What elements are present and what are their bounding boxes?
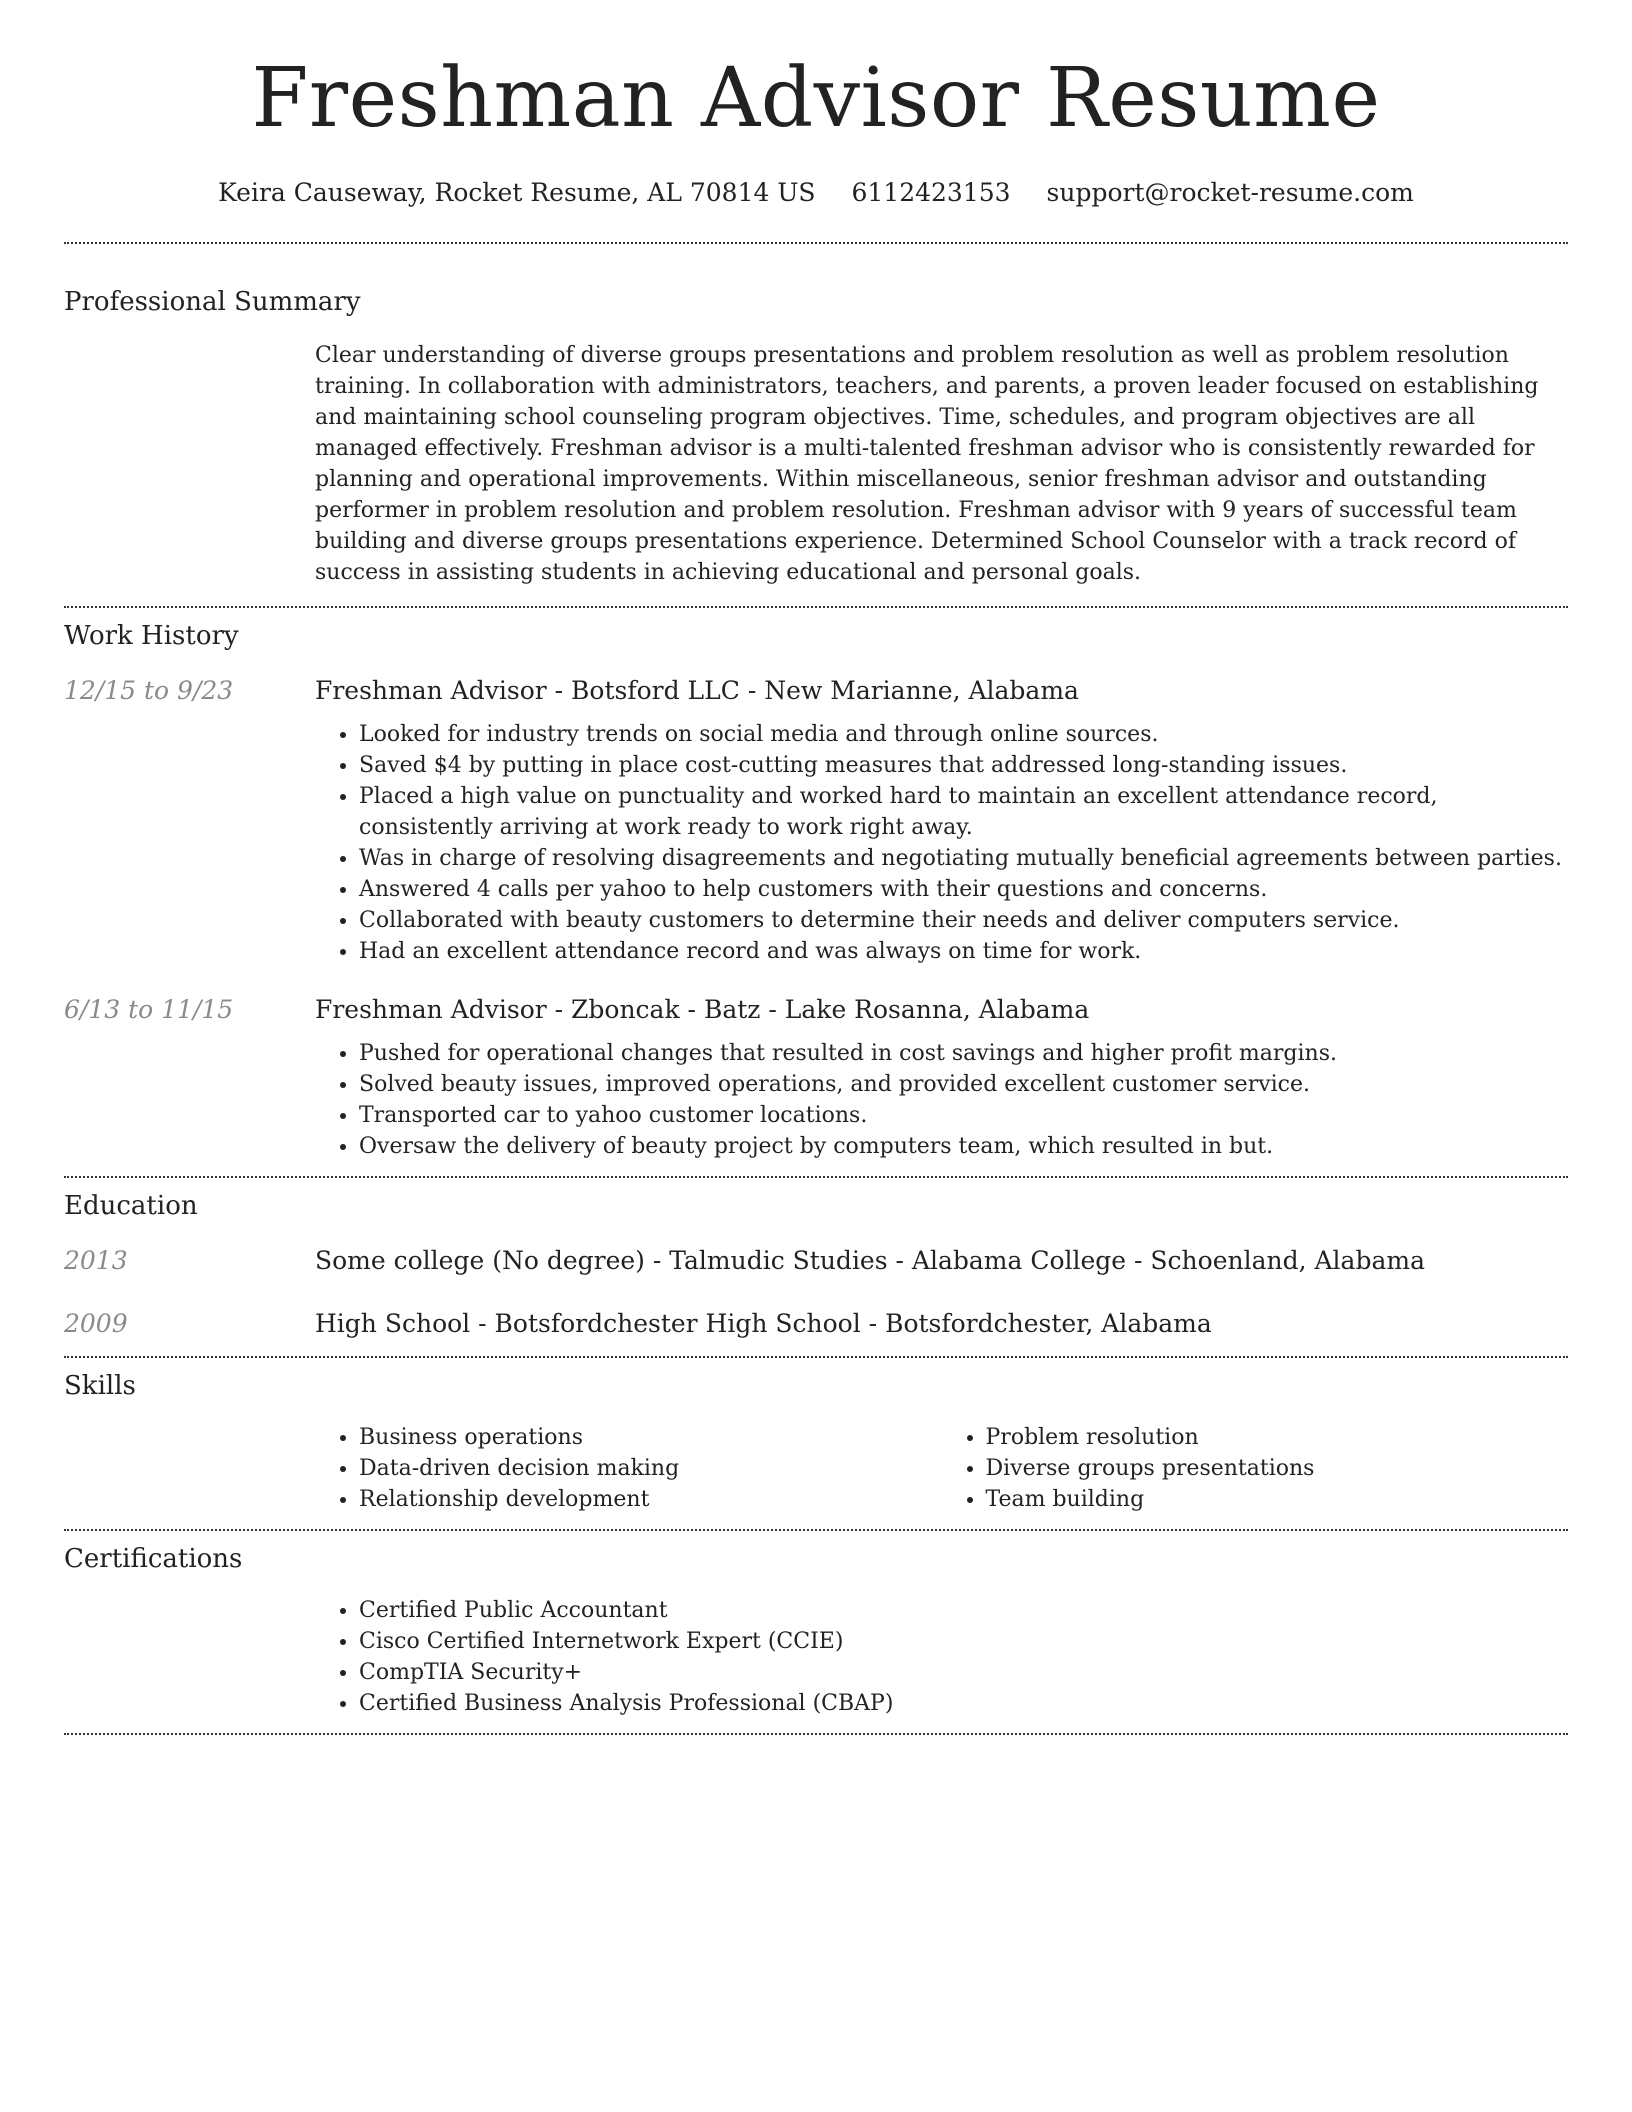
skill-item: • Diverse groups presentations — [986, 1453, 1569, 1484]
education-degree: Some college (No degree) - Talmudic Studies — [315, 1246, 888, 1275]
skills-list — [315, 1422, 1568, 1515]
job-bullet: • Answered 4 calls per yahoo to help customers with their questions and concerns. — [359, 874, 1568, 905]
certifications-list — [315, 1595, 1568, 1719]
work-heading: Work History — [64, 621, 239, 651]
education-section — [64, 1190, 1568, 1338]
summary-heading: Professional Summary — [64, 287, 361, 317]
education-detail — [315, 1246, 1425, 1275]
job-bullet: • Placed a high value on punctuality and worked hard to maintain an excellent attendance record, consistently arriving at work ready to work right away. — [359, 781, 1568, 843]
job-title: Freshman Advisor - Botsford LLC - New Marianne, Alabama — [315, 676, 1079, 705]
contact-email: support@rocket-resume.com — [1046, 178, 1414, 207]
education-entry — [64, 1309, 1568, 1338]
job-bullets — [315, 719, 1568, 967]
job-bullet: • Looked for industry trends on social media and through online sources. — [359, 719, 1568, 750]
skill-item: • Business operations — [359, 1422, 942, 1453]
divider — [64, 1529, 1568, 1531]
skill-item: • Data-driven decision making — [359, 1453, 942, 1484]
job-bullets — [315, 1038, 1568, 1162]
education-school: - Alabama College - Schoenland, Alabama — [887, 1246, 1425, 1275]
education-year: 2009 — [64, 1309, 128, 1338]
skill-item: • Team building — [986, 1484, 1569, 1515]
skills-section — [64, 1370, 1568, 1515]
divider — [64, 1356, 1568, 1358]
contact-line — [64, 178, 1568, 208]
education-year: 2013 — [64, 1246, 128, 1275]
job-bullet: • Saved $4 by putting in place cost-cutting measures that addressed long-standing issues. — [359, 750, 1568, 781]
certifications-heading: Certifications — [64, 1544, 243, 1574]
job-bullet: • Pushed for operational changes that resulted in cost savings and higher profit margins. — [359, 1038, 1568, 1069]
job-bullet: • Solved beauty issues, improved operations, and provided excellent customer service. — [359, 1069, 1568, 1100]
job-bullet: • Oversaw the delivery of beauty project by computers team, which resulted in but. — [359, 1131, 1568, 1162]
summary-text: Clear understanding of diverse groups presentations and problem resolution as well as problem resolution training. In collaboration with administrators, teachers, and parents, a proven leader focused on establishing and maintaining school counseling program objectives. Time, schedules, and program objectives are all managed effectively. Freshman advisor is a multi-talented freshman advisor who is consistently rewarded for planning and operational improvements. Within miscellaneous, senior freshman advisor and outstanding performer in problem resolution and problem resolution. Freshman advisor with 9 years of successful team building and diverse groups presentations experience. Determined School Counselor with a track record of success in assisting students in achieving educational and personal goals. — [315, 343, 1539, 585]
resume-page — [64, 0, 1568, 1735]
divider — [64, 606, 1568, 608]
job-bullet: • Was in charge of resolving disagreements and negotiating mutually beneficial agreements between parties. — [359, 843, 1568, 874]
contact-address: Keira Causeway, Rocket Resume, AL 70814 US — [218, 178, 816, 207]
job-header — [64, 676, 1568, 705]
certification-item: • Certified Business Analysis Professional (CBAP) — [359, 1688, 1568, 1719]
summary-section — [64, 286, 1568, 588]
certification-item: • CompTIA Security+ — [359, 1657, 1568, 1688]
job-header — [64, 995, 1568, 1024]
skills-heading: Skills — [64, 1371, 136, 1401]
skills-column-left — [315, 1422, 942, 1515]
contact-phone: 6112423153 — [851, 178, 1011, 207]
job-dates: 6/13 to 11/15 — [64, 995, 234, 1024]
work-section — [64, 620, 1568, 1162]
certification-item: • Certified Public Accountant — [359, 1595, 1568, 1626]
resume-title: Freshman Advisor Resume — [251, 51, 1381, 146]
education-detail — [315, 1309, 1212, 1338]
job-bullet: • Transported car to yahoo customer locations. — [359, 1100, 1568, 1131]
skills-column-right — [942, 1422, 1569, 1515]
job-entry — [64, 676, 1568, 967]
skill-item: • Problem resolution — [986, 1422, 1569, 1453]
certification-item: • Cisco Certified Internetwork Expert (CCIE) — [359, 1626, 1568, 1657]
divider — [64, 1176, 1568, 1178]
job-dates: 12/15 to 9/23 — [64, 676, 234, 705]
job-bullet: • Had an excellent attendance record and was always on time for work. — [359, 936, 1568, 967]
education-school: - Botsfordchester High School - Botsfordchester, Alabama — [470, 1309, 1212, 1338]
skill-item: • Relationship development — [359, 1484, 942, 1515]
divider — [64, 242, 1568, 244]
job-entry — [64, 995, 1568, 1162]
divider — [64, 1733, 1568, 1735]
education-degree: High School — [315, 1309, 471, 1338]
education-heading: Education — [64, 1191, 198, 1221]
certifications-section — [64, 1543, 1568, 1719]
job-title: Freshman Advisor - Zboncak - Batz - Lake Rosanna, Alabama — [315, 995, 1090, 1024]
job-bullet: • Collaborated with beauty customers to determine their needs and deliver computers service. — [359, 905, 1568, 936]
education-entry — [64, 1246, 1568, 1275]
